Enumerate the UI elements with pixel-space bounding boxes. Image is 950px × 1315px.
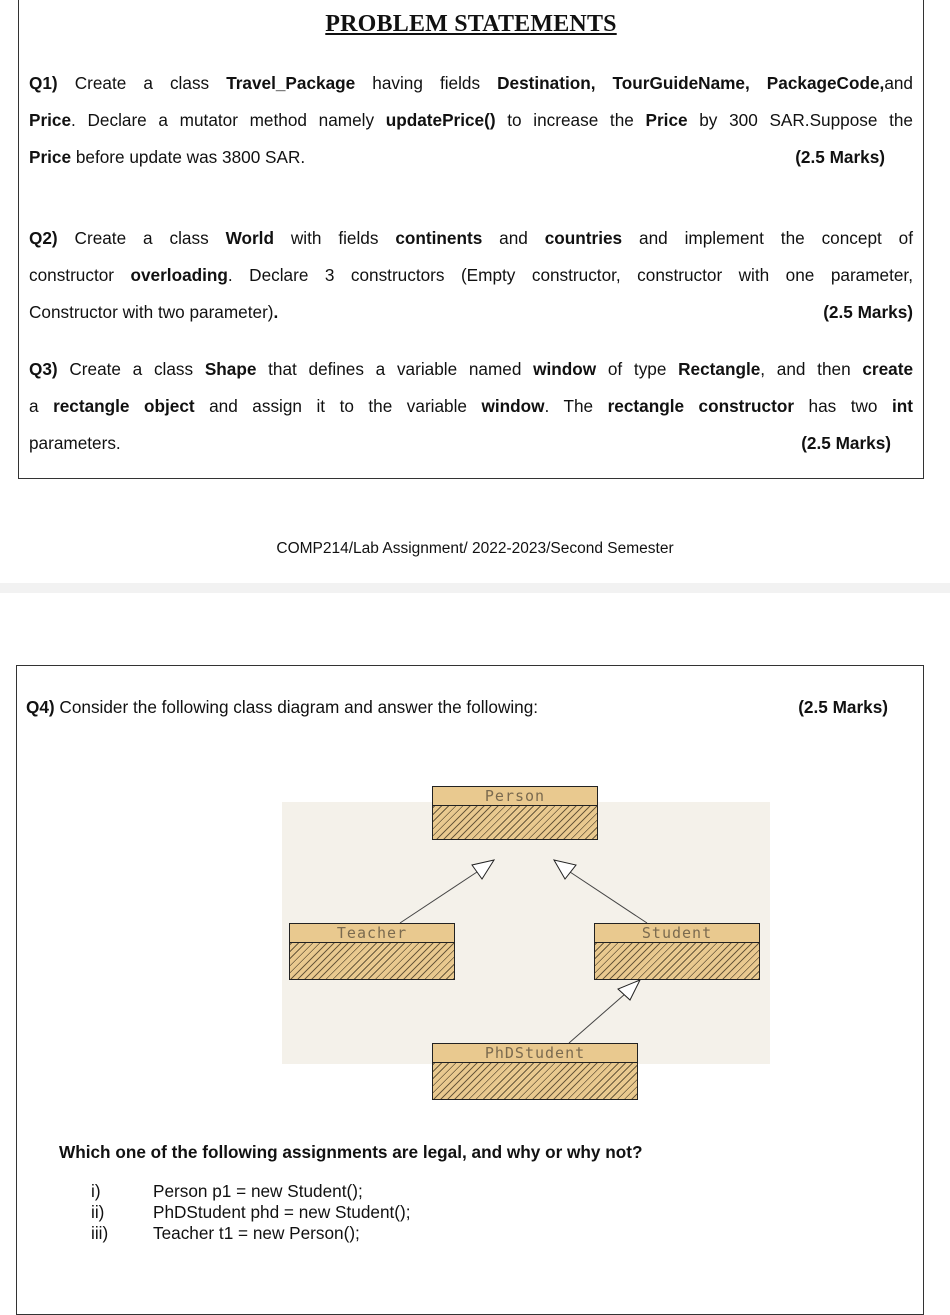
problem-statements-box [18, 0, 924, 479]
q3-line-1: Q3) Create a class Shape that defines a variable named window of type Rectangle, and then create [29, 359, 914, 379]
legal-assignments-question: Which one of the following assignments are legal, and why or why not? [59, 1142, 643, 1162]
q1-line-1: Q1) Create a class Travel_Package having fields Destination, TourGuideName, PackageCode,and [29, 73, 913, 93]
q2-line-1: Q2) Create a class World with fields continents and countries and implement the concept of [29, 228, 914, 248]
question-q3 [29, 351, 913, 462]
q1-marks: (2.5 Marks) [795, 147, 885, 167]
class-box-student [594, 923, 760, 980]
assignment-options [91, 1181, 411, 1244]
student-person-line [570, 872, 647, 923]
class-box-teacher [289, 923, 455, 980]
q1-line-2: Price. Declare a mutator method namely updatePrice() to increase the Price by 300 SAR.Suppose the [29, 110, 913, 130]
class-box-person [432, 786, 598, 840]
question-q1 [29, 65, 913, 176]
class-box-phdstudent [432, 1043, 638, 1100]
q3-line-2: a rectangle object and assign it to the variable window. The rectangle constructor has two int [29, 396, 913, 416]
class-diagram [282, 787, 770, 1064]
phdstudent-student-line [569, 994, 625, 1043]
class-name-teacher: Teacher [290, 924, 454, 943]
q4-marks: (2.5 Marks) [798, 697, 888, 717]
option-item: iii) Teacher t1 = new Person(); [91, 1223, 360, 1243]
q3-line-3: parameters. (2.5 Marks) [29, 425, 913, 462]
q2-marks: (2.5 Marks) [823, 302, 913, 322]
teacher-person-line [400, 872, 477, 923]
page-separator [0, 583, 950, 593]
page-title: PROBLEM STATEMENTS [325, 11, 617, 37]
teacher-inherit-arrowhead [472, 860, 494, 879]
page-footer: COMP214/Lab Assignment/ 2022-2023/Second Semester [276, 540, 674, 557]
question-q4-box [16, 665, 924, 1315]
q2-line-2: constructor overloading. Declare 3 constructors (Empty constructor, constructor with one parameter, [29, 265, 913, 285]
q3-marks: (2.5 Marks) [801, 433, 891, 453]
student-inherit-arrowhead [554, 860, 576, 879]
class-name-phdstudent: PhDStudent [433, 1044, 637, 1063]
q4-heading: Q4) Consider the following class diagram and answer the following: [26, 697, 539, 717]
option-item: i) Person p1 = new Student(); [91, 1181, 363, 1201]
q1-line-3: Price before update was 3800 SAR. (2.5 Marks) [29, 139, 913, 176]
option-item: ii) PhDStudent phd = new Student(); [91, 1202, 411, 1222]
page-one [0, 0, 950, 583]
q2-line-3: Constructor with two parameter). (2.5 Marks) [29, 294, 913, 331]
class-name-student: Student [595, 924, 759, 943]
class-name-person: Person [433, 787, 597, 806]
question-q2 [29, 220, 913, 331]
